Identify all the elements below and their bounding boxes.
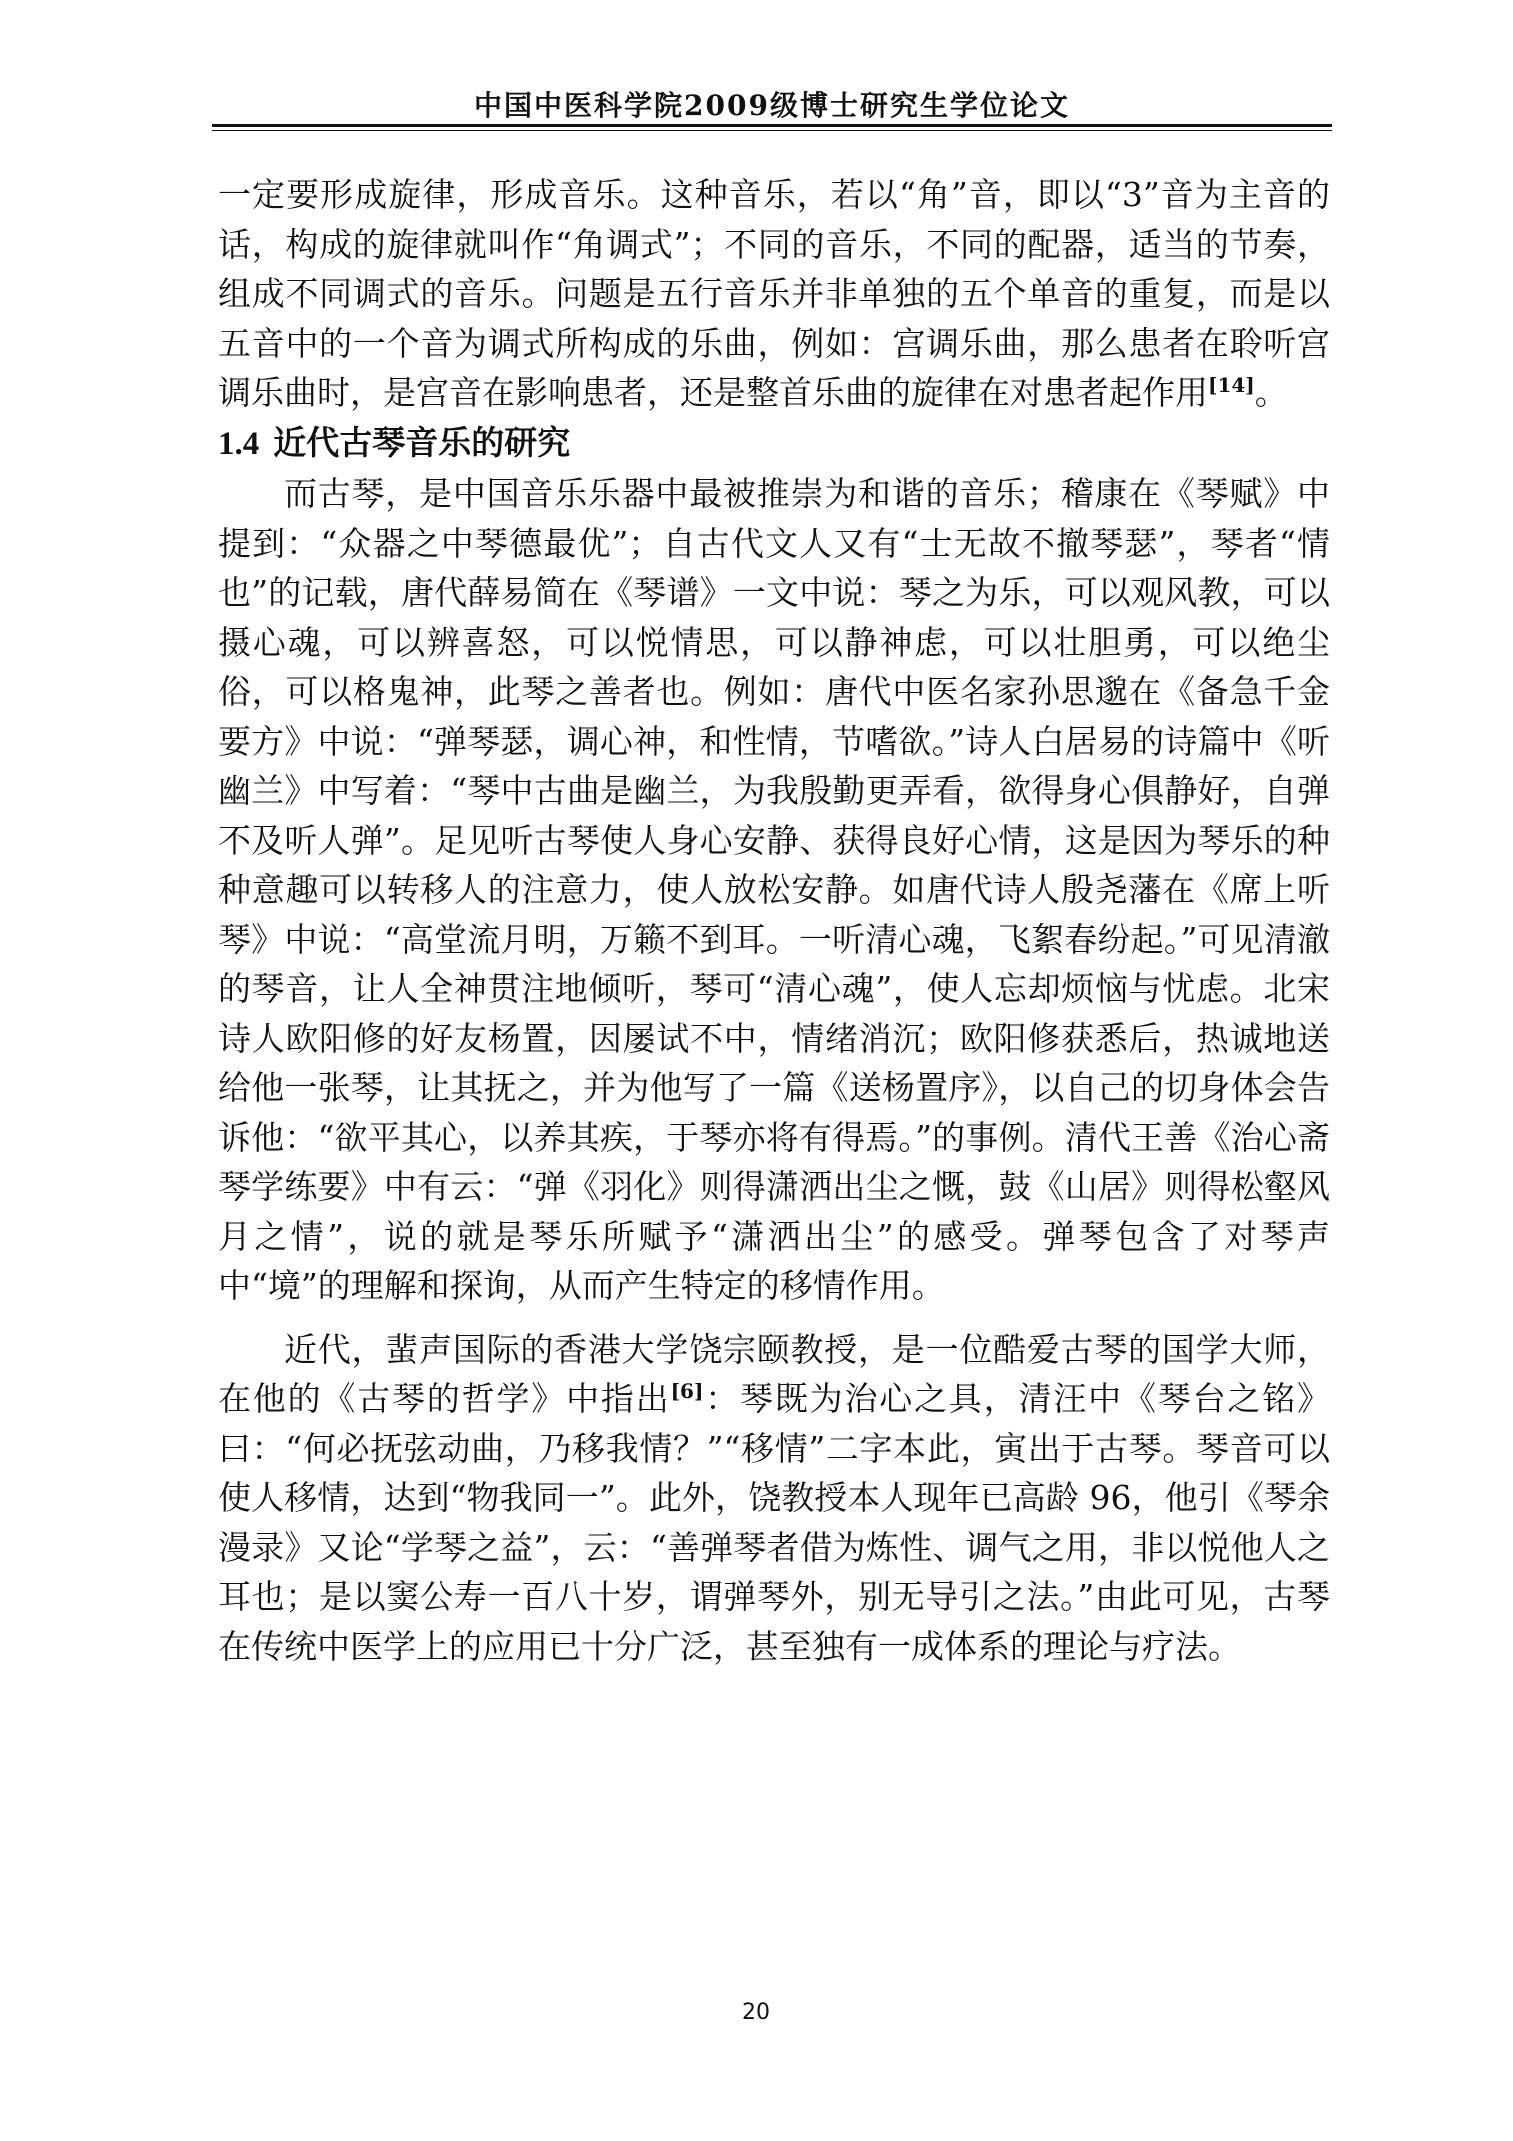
paragraph-guqin bbox=[218, 469, 1330, 1311]
paragraph-text: 一定要形成旋律，形成音乐。这种音乐，若以“角”音，即以“3”音为主音的话，构成的旋律就叫作“角调式”；不同的音乐，不同的配器，适当的节奏，组成不同调式的音乐。问题是五行音乐并非单独的五个单音的重复，而是以五音中的一个音为调式所构成的乐曲，例如：宫调乐曲，那么患者在聆听宫调乐曲时，是宫音在影响患者，还是整首乐曲的旋律在对患者起作用 bbox=[218, 175, 1330, 412]
paragraph-modern bbox=[218, 1325, 1330, 1672]
paragraph-text: 近代，蜚声国际的香港大学饶宗颐教授，是一位酷爱古琴的国学大师，在他的《古琴的哲学》中指出 bbox=[218, 1329, 1330, 1418]
page-header-title: 中国中医科学院2009级博士研究生学位论文 bbox=[474, 89, 1070, 122]
page-number: 20 bbox=[742, 2000, 770, 2025]
body-text bbox=[218, 170, 1330, 1671]
citation-ref: [14] bbox=[1208, 373, 1255, 397]
section-title: 近代古琴音乐的研究 bbox=[273, 422, 571, 462]
header-rule bbox=[212, 124, 1332, 131]
section-number: 1.4 bbox=[218, 425, 260, 462]
paragraph-text: 而古琴，是中国音乐乐器中最被推崇为和谐的音乐；稽康在《琴赋》中提到：“众器之中琴德最优”；自古代文人又有“士无故不撤琴瑟”，琴者“情也”的记载，唐代薛易简在《琴谱》一文中说：琴之为乐，可以观风教，可以摄心魂，可以辨喜怒，可以悦情思，可以静神虑，可以壮胆勇，可以绝尘俗，可以格鬼神，此琴之善者也。例如：唐代中医名家孙思邈在《备急千金要方》中说：“弹琴瑟，调心神，和性情，节嗜欲。”诗人白居易的诗篇中《听幽兰》中写着：“琴中古曲是幽兰，为我殷勤更弄看，欲得身心俱静好，自弹不及听人弹”。足见听古琴使人身心安静、获得良好心情，这是因为琴乐的种种意趣可以转移人的注意力，使人放松安静。如唐代诗人殷尧藩在《席上听琴》中说：“高堂流月明，万籁不到耳。一听清心魂，飞絮春纷起。”可见清澈的琴音，让人全神贯注地倾听，琴可“清心魂”，使人忘却烦恼与忧虑。北宋诗人欧阳修的好友杨置，因屡试不中，情绪消沉；欧阳修获悉后，热诚地送给他一张琴，让其抚之，并为他写了一篇《送杨置序》，以自己的切身体会告诉他：“欲平其心，以养其疾，于琴亦将有得焉。”的事例。清代王善《治心斋琴学练要》中有云：“弹《羽化》则得潇洒出尘之慨，鼓《山居》则得松壑风月之情”，说的就是琴乐所赋予“潇洒出尘”的感受。弹琴包含了对琴声中“境”的理解和探询，从而产生特定的移情作用。 bbox=[218, 474, 1330, 1305]
paragraph-continued bbox=[218, 170, 1330, 418]
paragraph-tail: 。 bbox=[1254, 373, 1288, 412]
section-heading bbox=[218, 418, 1330, 470]
citation-ref: [6] bbox=[670, 1379, 704, 1403]
paragraph-text: ：琴既为治心之具，清汪中《琴台之铭》曰：“何必抚弦动曲，乃移我情？”“移情”二字本此，寅出于古琴。琴音可以使人移情，达到“物我同一”。此外，饶教授本人现年已高龄 96，他引《琴余漫录》又论“学琴之益”，云：“善弹琴者借为炼性、调气之用，非以悦他人之耳也；是以窦公寿一百八十岁，谓弹琴外，别无导引之法。”由此可见，古琴在传统中医学上的应用已十分广泛，甚至独有一成体系的理论与疗法。 bbox=[218, 1379, 1331, 1666]
